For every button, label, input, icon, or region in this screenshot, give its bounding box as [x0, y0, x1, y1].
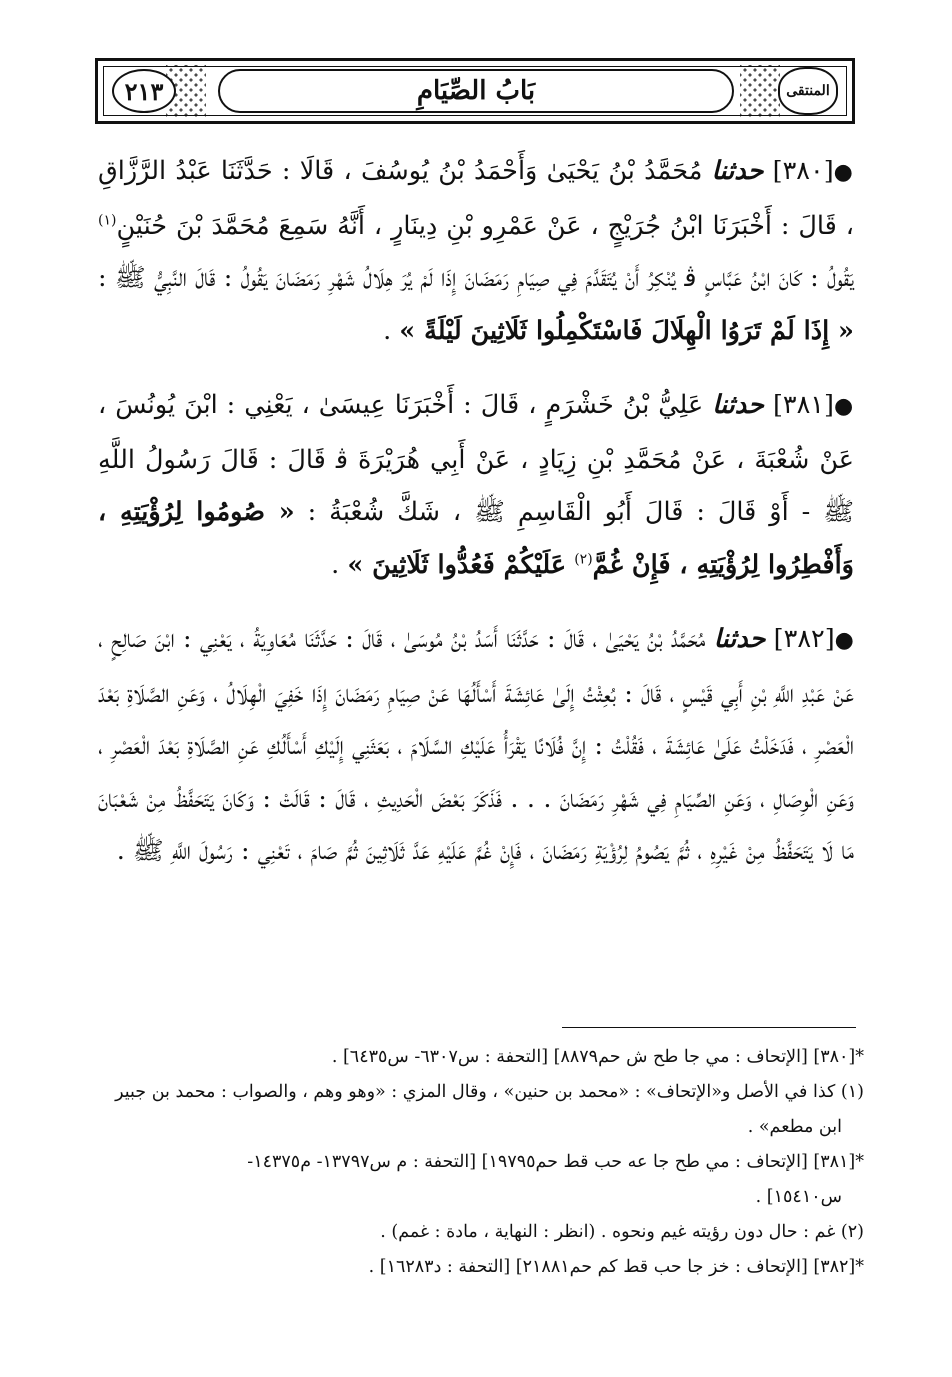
main-text — [98, 145, 854, 900]
end-mark: . — [331, 549, 340, 580]
haddathana-label: حدثنا — [712, 390, 764, 420]
chapter-title: بَابُ الصِّيَامِ — [218, 69, 734, 113]
prophetic-quote-end: عَلَيْكُمْ فَعُدُّوا ثَلَاثِينَ » — [347, 549, 567, 580]
footnote-separator — [562, 1027, 856, 1028]
footnote-ref: (٢) — [574, 551, 593, 567]
haddathana-label: حدثنا — [713, 624, 766, 654]
footnote-1-line2: ابن مطعم» . — [747, 1117, 842, 1137]
right-ornament — [740, 65, 780, 117]
hadith-number: [٣٨٠] — [772, 156, 834, 186]
footnote-380: *[٣٨٠] [الإتحاف : مي جا طح ش حم٨٨٧٩] [التحفة : س٦٣٠٧- س٦٤٣٥] . — [331, 1047, 864, 1067]
footnotes — [98, 1040, 864, 1285]
hadith-number: [٣٨٢] — [773, 624, 835, 654]
page-number: ٢١٣ — [112, 69, 176, 113]
hadith-381 — [98, 379, 854, 591]
hadith-382 — [98, 613, 854, 878]
end-mark: . — [383, 315, 392, 346]
bullet-icon: ● — [833, 394, 855, 419]
footnote-381-line2: س١٥٤١٠] . — [755, 1187, 842, 1207]
isnad-text: مُحَمَّدُ بْنُ يَحْيَىٰ وَأَحْمَدُ بْنُ يُوسُفَ ، قَالَا : حَدَّثَنَا عَبْدُ الرَّزَّاقِ ، قَالَ : أَخْبَرَنَا ابْنُ جُرَيْجٍ ، عَنْ عَمْرِو بْنِ دِينَارٍ ، أَنَّهُ سَمِعَ مُحَمَّدَ بْنَ حُنَيْنٍ — [98, 156, 854, 241]
hadith-text: مُحَمَّدُ بْنُ يَحْيَىٰ ، قَالَ : حَدَّثَنَا أَسَدُ بْنُ مُوسَىٰ ، قَالَ : حَدَّثَنَا مُعَاوِيَةُ ، يَعْنِي : ابْنَ صَالِحٍ ، عَنْ عَبْدِ اللَّهِ بْنِ أَبِي قَيْسٍ ، قَالَ : بُعِثْتُ إِلَىٰ عَائِشَةَ أَسْأَلُهَا عَنْ صِيَامِ رَمَضَانَ إِذَا خَفِيَ الْهِلَالُ ، وَعَنِ الصَّلَاةِ بَعْدَ الْعَصْرِ ، فَدَخَلْتُ عَلَىٰ عَائِشَةَ ، فَقُلْتُ : إِنَّ فُلَانًا يَقْرَأُ عَلَيْكِ السَّلَامَ ، بَعَثَنِي إِلَيْكِ أَسْأَلُكِ عَنِ الصَّلَاةِ بَعْدَ الْعَصْرِ ، وَعَنِ الْوِصَالِ ، وَعَنِ الصِّيَامِ فِي شَهْرِ رَمَضَانَ . . . فَذَكَرَ بَعْضَ الْحَدِيثِ ، قَالَ : قَالَتْ : وَكَانَ يَتَحَفَّظُ مِنْ شَعْبَانَ مَا لَا يَتَحَفَّظُ مِنْ غَيْرِهِ ، ثُمَّ يَصُومُ لِرُؤْيَةِ رَمَضَانَ ، فَإِنْ غُمَّ عَلَيْهِ عَدَّ ثَلَاثِينَ ثُمَّ صَامَ ، تَعْنِي : رَسُولَ اللَّهِ ﷺ . — [98, 624, 854, 866]
footnote-ref: (١) — [98, 212, 117, 228]
footnote-1-line1: (١) كذا في الأصل و«الإتحاف» : «محمد بن حنين» ، وقال المزي : «وهو وهم ، والصواب : محمد بن جبير — [115, 1082, 864, 1102]
hadith-number: [٣٨١] — [772, 390, 834, 420]
bullet-icon: ● — [834, 628, 855, 653]
page-header — [95, 58, 855, 124]
footnote-381-line1: *[٣٨١] [الإتحاف : مي طح جا عه حب قط حم١٩٧٩٥] [التحفة : م س١٣٧٩٧- م١٤٣٧٥- — [247, 1152, 864, 1172]
footnote-2: (٢) غم : حال دون رؤيته غيم ونحوه . (انظر : النهاية ، مادة : غمم) . — [380, 1222, 864, 1242]
hadith-380 — [98, 145, 854, 357]
haddathana-label: حدثنا — [711, 156, 764, 186]
bullet-icon: ● — [833, 160, 854, 185]
matn-text: يَقُولُ : كَانَ ابْنُ عَبَّاسٍ ﭬ يُنْكِرُ أَنْ يُتَقَدَّمَ فِي صِيَامِ رَمَضَانَ إِذَا لَمْ يُرَ هِلَالُ شَهْرِ رَمَضَانَ يَقُولُ : قَالَ النَّبِيُّ ﷺ : — [98, 263, 854, 293]
book-logo: المنتقى — [778, 67, 838, 115]
footnote-382: *[٣٨٢] [الإتحاف : خز جا حب قط كم حم٢١٨٨١] [التحفة : د١٦٢٨٣] . — [368, 1257, 864, 1277]
isnad-text: عَلِيُّ بْنُ خَشْرَمٍ ، قَالَ : أَخْبَرَنَا عِيسَىٰ ، يَعْنِي : ابْنَ يُونُسَ ، عَنْ شُعْبَةَ ، عَنْ مُحَمَّدِ بْنِ زِيَادٍ ، عَنْ أَبِي هُرَيْرَةَ ﭬ قَالَ : قَالَ رَسُولُ اللَّهِ ﷺ - أَوْ قَالَ : قَالَ أَبُو الْقَاسِمِ ﷺ ، شَكَّ شُعْبَةُ : — [98, 390, 855, 527]
prophetic-quote: « صُومُوا لِرُؤْيَتِهِ ، وَأَفْطِرُوا لِرُؤْيَتِهِ ، فَإِنْ غُمَّ — [98, 497, 854, 580]
prophetic-quote: « إِذَا لَمْ تَرَوُا الْهِلَالَ فَاسْتَكْمِلُوا ثَلَاثِينَ لَيْلَةً » — [399, 315, 854, 346]
